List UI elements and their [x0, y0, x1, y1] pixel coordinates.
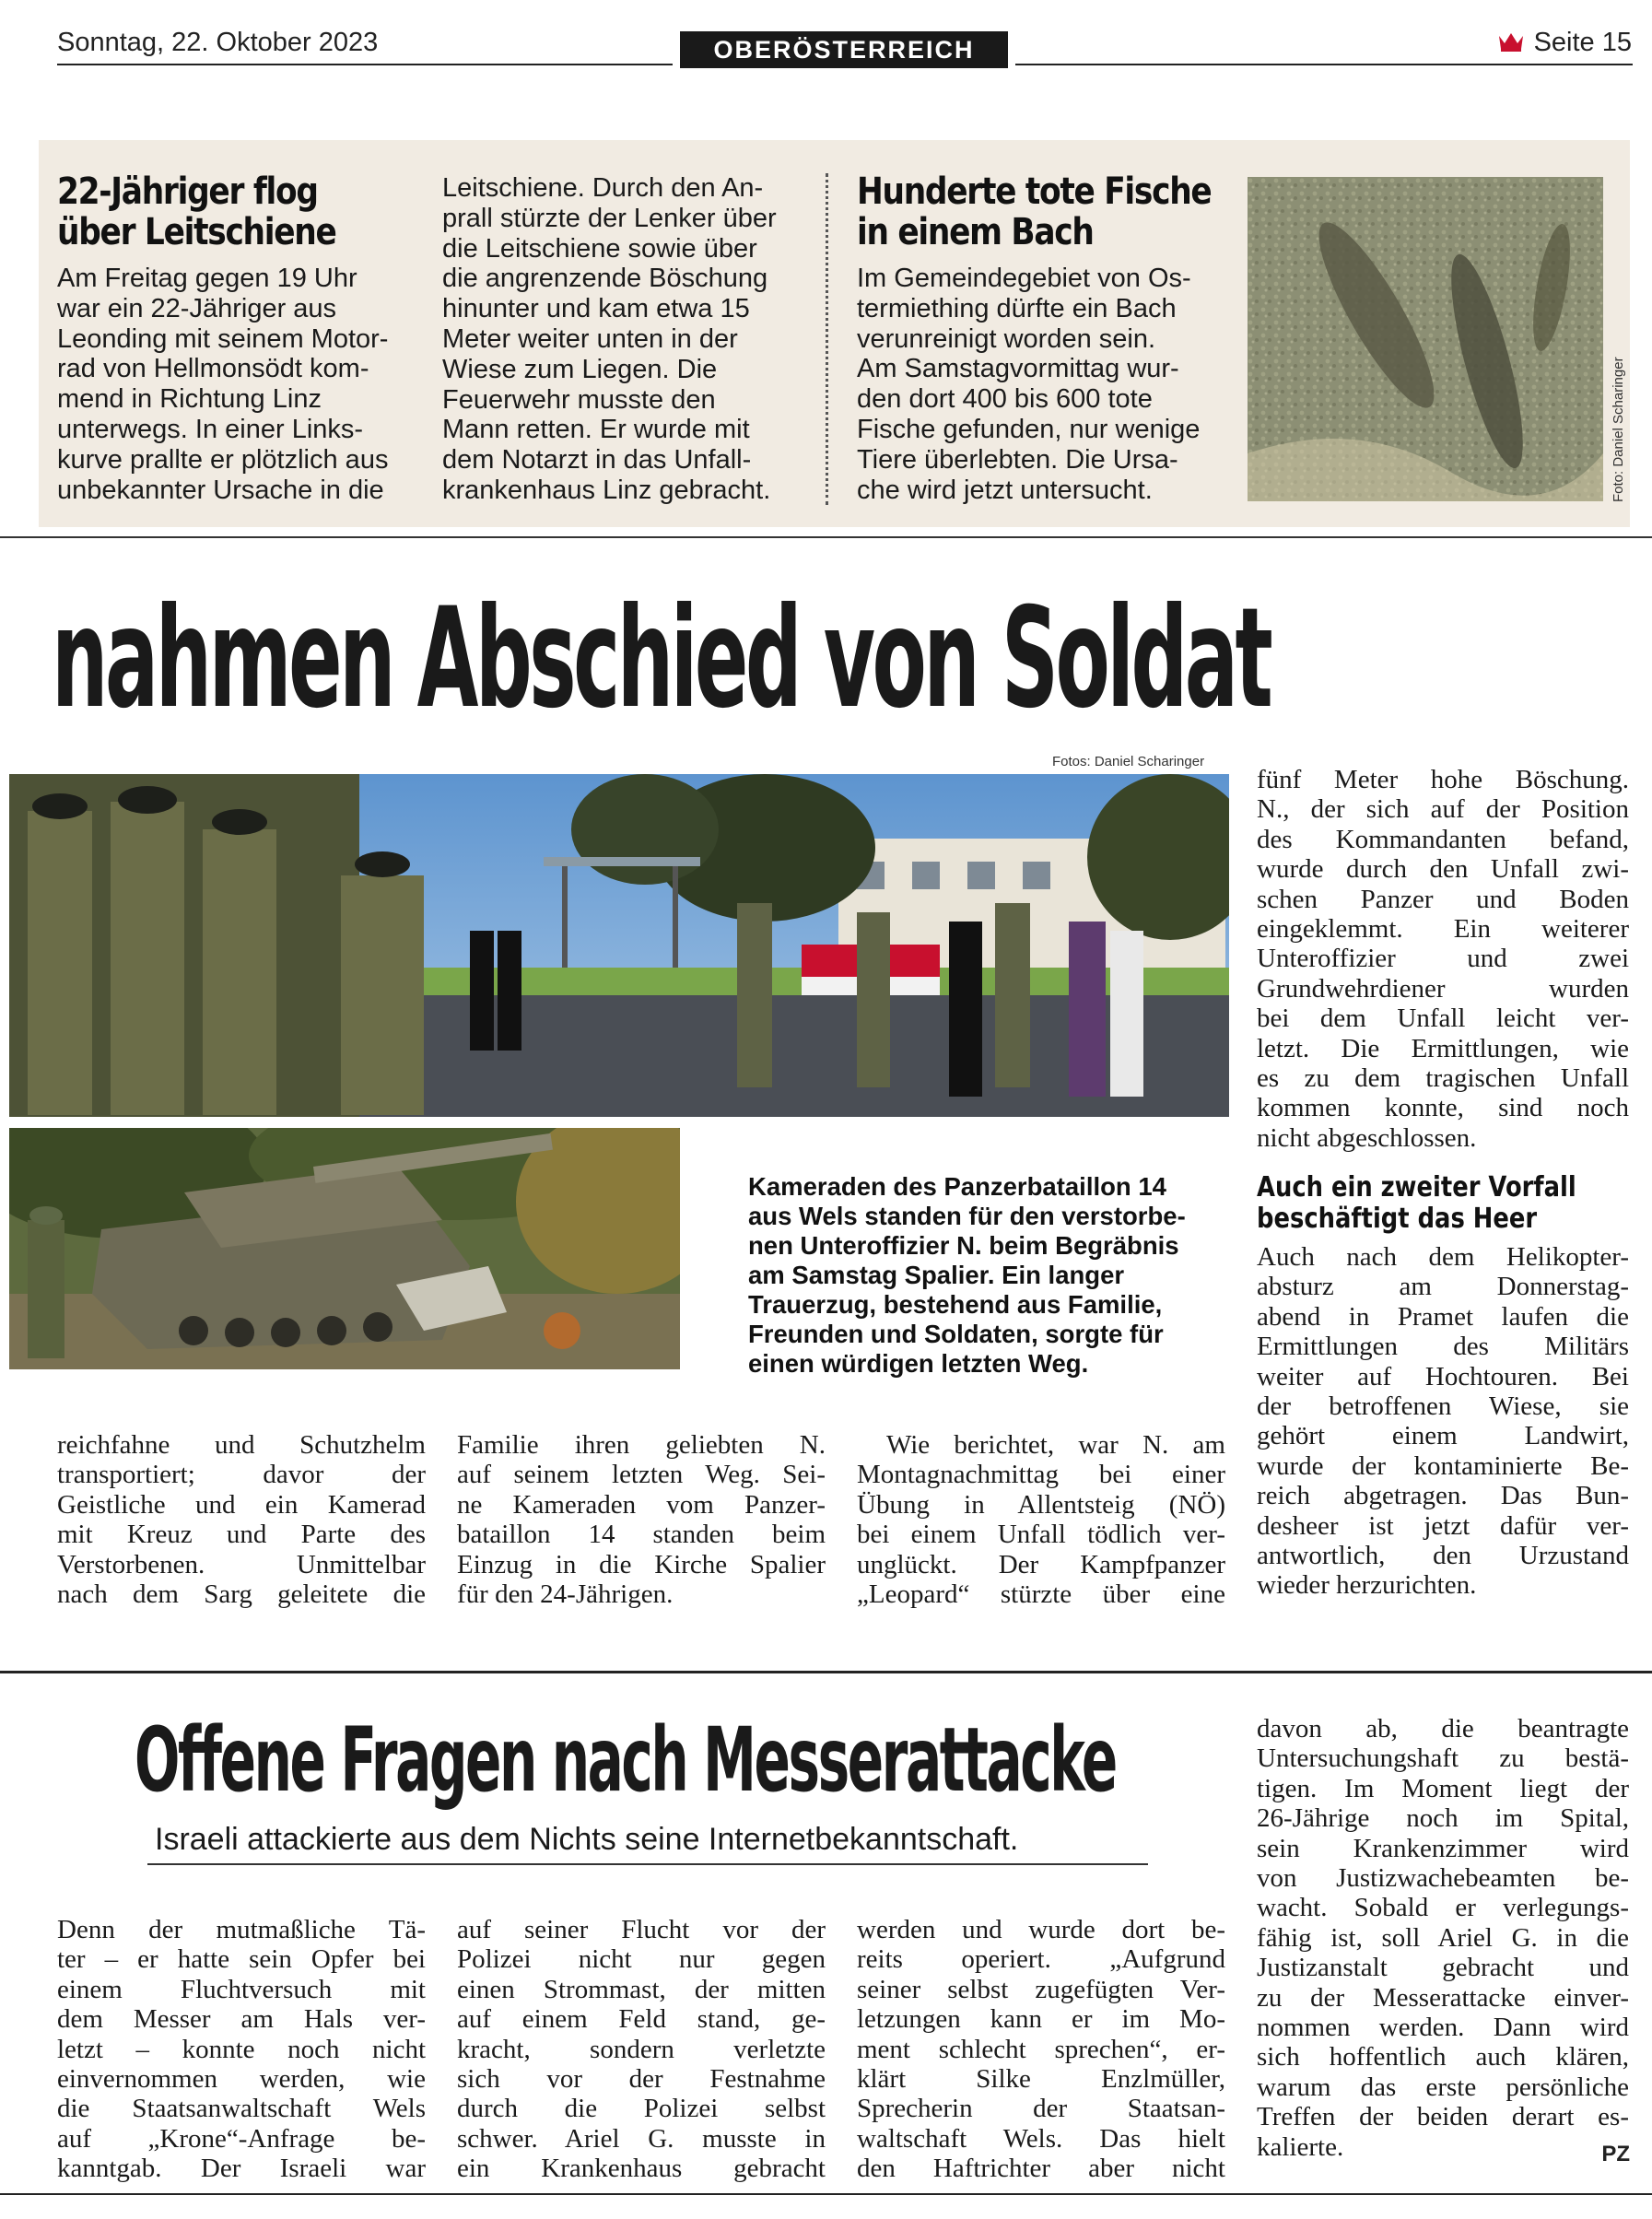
motorbike-text-col1 — [57, 264, 426, 505]
text-line: zu der Messerattacke einver- — [1257, 1982, 1629, 2013]
text-line: gehört einem Landwirt, — [1257, 1421, 1629, 1451]
text-line: Geistliche und ein Kamerad — [57, 1489, 426, 1520]
text-line: eingeklemmt. Ein weiterer — [1257, 914, 1629, 945]
text-line: letzungen kann er im Mo- — [857, 2004, 1225, 2035]
text-line: den Haftrichter aber nicht — [857, 2154, 1225, 2184]
soldier-text-col4a — [1257, 765, 1629, 1153]
text-line: unterwegs. In einer Links- — [57, 414, 364, 444]
text-line: kommen konnte, sind noch — [1257, 1093, 1629, 1123]
text-line: auf „Krone“-Anfrage be- — [57, 2123, 426, 2154]
fish-text — [857, 264, 1235, 505]
text-line: reich abgetragen. Das Bun- — [1257, 1481, 1629, 1511]
motorbike-headline-line1: 22-Jähriger flog — [57, 170, 318, 213]
text-line: Verstorbenen. Unmittelbar — [57, 1549, 426, 1579]
fish-in-water-photo — [1248, 177, 1603, 501]
funeral-procession-photo — [9, 774, 1229, 1117]
fish-photo-credit: Foto: Daniel Scharinger — [1611, 357, 1626, 502]
crashed-tank-photo — [9, 1128, 680, 1369]
text-line: Denn der mutmaßliche Tä- — [57, 1915, 426, 1944]
photos-credit: Fotos: Daniel Scharinger — [1052, 754, 1205, 769]
text-line: 26-Jährige noch im Spital, — [1257, 1803, 1629, 1834]
text-line: sich hoffentlich auch klären, — [1257, 2042, 1629, 2072]
text-line: der betroffenen Wiese, sie — [1257, 1391, 1629, 1422]
crown-icon — [1497, 30, 1525, 53]
text-line: Leitschiene. Durch den An- — [442, 173, 764, 203]
fish-headline-line2: in einem Bach — [857, 211, 1094, 253]
caption-line: Freunden und Soldaten, sorgte für — [748, 1320, 1164, 1348]
motorbike-headline-line2: über Leitschiene — [57, 211, 336, 253]
text-line: kracht, sondern verletzte — [457, 2034, 826, 2064]
text-line: reits operiert. „Aufgrund — [857, 1944, 1225, 1975]
section-label: OBERÖSTERREICH — [680, 31, 1008, 68]
soldier-text-col2 — [457, 1430, 826, 1609]
knife-headline: Offene Fragen nach Messerattacke — [135, 1708, 1116, 1812]
text-line: auf einem Feld stand, ge- — [457, 2004, 826, 2035]
header-rule-left — [57, 64, 673, 65]
text-line: nicht abgeschlossen. — [1257, 1122, 1477, 1153]
text-line: ter – er hatte sein Opfer bei — [57, 1944, 426, 1975]
text-line: wurde der kontaminierte Be- — [1257, 1450, 1629, 1481]
caption-line: aus Wels standen für den verstorbe- — [748, 1202, 1186, 1230]
text-line: es zu dem tragischen Unfall — [1257, 1063, 1629, 1094]
text-line: kanntgab. Der Israeli war — [57, 2154, 426, 2184]
text-line: werden und wurde dort be- — [857, 1915, 1225, 1944]
text-line: klärt Silke Enzlmüller, — [857, 2064, 1225, 2095]
text-line: sein Krankenzimmer wird — [1257, 1833, 1629, 1863]
text-line: Leonding mit seinem Motor- — [57, 323, 389, 354]
main-headline: nahmen Abschied von Soldat — [52, 579, 1271, 739]
text-line: kurve prallte er plötzlich aus — [57, 444, 389, 475]
text-line: letzt – konnte noch nicht — [57, 2034, 426, 2064]
text-line: che wird jetzt untersucht. — [857, 475, 1153, 505]
text-line: Auch nach dem Helikopter- — [1257, 1242, 1629, 1272]
text-line: reichfahne und Schutzhelm — [57, 1430, 426, 1460]
text-line: tigen. Im Moment liegt der — [1257, 1773, 1629, 1803]
text-line: auf seiner Flucht vor der — [457, 1915, 826, 1944]
text-line: Untersuchungshaft zu bestä- — [1257, 1744, 1629, 1774]
text-line: hinunter und kam etwa 15 — [442, 294, 750, 324]
text-line: einen Strommast, der mitten — [457, 1974, 826, 2004]
page-bottom-rule — [0, 2193, 1652, 2195]
text-line: antwortlich, den Urzustand — [1257, 1541, 1629, 1571]
text-line: mit Kreuz und Parte des — [57, 1520, 426, 1550]
page-number — [1497, 28, 1632, 58]
photo-caption — [748, 1172, 1227, 1379]
text-line: den dort 400 bis 600 tote — [857, 384, 1153, 415]
knife-text-col3 — [857, 1915, 1225, 2184]
page-number-label: Seite 15 — [1533, 28, 1632, 57]
text-line: termiething dürfte ein Bach — [857, 293, 1177, 323]
text-line: ne Kameraden vom Panzer- — [457, 1489, 826, 1520]
soldier-text-col1 — [57, 1430, 426, 1609]
text-line: fünf Meter hohe Böschung. — [1257, 765, 1629, 794]
text-line: unbekannter Ursache in die — [57, 475, 384, 505]
text-line: Fische gefunden, nur wenige — [857, 414, 1201, 444]
text-line: desheer ist jetzt dafür ver- — [1257, 1510, 1629, 1541]
text-line: Unteroffizier und zwei — [1257, 944, 1629, 974]
text-line: „Leopard“ stürzte über eine — [857, 1579, 1225, 1610]
text-line: abend in Pramet laufen die — [1257, 1301, 1629, 1332]
text-line: Wiese zum Liegen. Die — [442, 354, 718, 384]
text-line: Wie berichtet, war N. am — [886, 1430, 1225, 1460]
soldier-text-col3 — [857, 1430, 1225, 1609]
text-line: dem Messer am Hals ver- — [57, 2004, 426, 2035]
text-line: einvernommen werden, wie — [57, 2064, 426, 2095]
issue-date: Sonntag, 22. Oktober 2023 — [57, 28, 379, 57]
text-line: prall stürzte der Lenker über — [442, 203, 777, 233]
motorbike-text-col2 — [442, 173, 811, 506]
text-line: Tiere überlebten. Die Ursa- — [857, 444, 1178, 475]
caption-line: einen würdigen letzten Weg. — [748, 1349, 1089, 1378]
subhead-line1: Auch ein zweiter Vorfall — [1257, 1171, 1576, 1203]
soldier-text-col4b — [1257, 1242, 1629, 1601]
text-line: letzt. Die Ermittlungen, wie — [1257, 1033, 1629, 1063]
text-line: Im Gemeindegebiet von Os- — [857, 264, 1191, 293]
section-rule — [0, 536, 1652, 538]
column-divider — [826, 173, 828, 505]
text-line: dem Notarzt in das Unfall- — [442, 445, 752, 476]
text-line: mend in Richtung Linz — [57, 384, 322, 415]
text-line: unglückt. Der Kampfpanzer — [857, 1549, 1225, 1579]
text-line: Familie ihren geliebten N. — [457, 1430, 826, 1460]
text-line: einem Fluchtversuch mit — [57, 1974, 426, 2004]
knife-text-col1 — [57, 1915, 426, 2184]
text-line: kalierte. — [1257, 2131, 1344, 2162]
caption-line: am Samstag Spalier. Ein langer — [748, 1261, 1125, 1289]
text-line: warum das erste persönliche — [1257, 2072, 1629, 2102]
text-line: fähig ist, soll Ariel G. in die — [1257, 1922, 1629, 1953]
text-line: wieder herzurichten. — [1257, 1570, 1477, 1601]
text-line: die Leitschiene sowie über — [442, 233, 757, 264]
text-line: des Kommandanten befand, — [1257, 824, 1629, 854]
text-line: schen Panzer und Boden — [1257, 884, 1629, 914]
text-line: waltschaft Wels. Das hielt — [857, 2123, 1225, 2154]
caption-line: Kameraden des Panzerbataillon 14 — [748, 1172, 1166, 1201]
subhead-line2: beschäftigt das Heer — [1257, 1203, 1538, 1235]
text-line: Sprecherin der Staatsan- — [857, 2094, 1225, 2124]
knife-subheadline: Israeli attackierte aus dem Nichts seine Internetbekanntschaft. — [155, 1822, 1019, 1857]
caption-line: nen Unteroffizier N. beim Begräbnis — [748, 1231, 1179, 1260]
text-line: bei einem Unfall tödlich ver- — [857, 1520, 1225, 1550]
text-line: Mann retten. Er wurde mit — [442, 415, 750, 445]
header-rule-right — [1015, 64, 1633, 65]
text-line: wacht. Sobald er verlegungs- — [1257, 1893, 1629, 1923]
text-line: Polizei nicht nur gegen — [457, 1944, 826, 1975]
knife-text-col2 — [457, 1915, 826, 2184]
text-line: N., der sich auf der Position — [1257, 794, 1629, 825]
text-line: Übung in Allentsteig (NÖ) — [857, 1489, 1225, 1520]
text-line: seiner selbst zugefügten Ver- — [857, 1974, 1225, 2004]
text-line: die Staatsanwaltschaft Wels — [57, 2094, 426, 2124]
text-line: nach dem Sarg geleitete die — [57, 1579, 426, 1610]
text-line: rad von Hellmonsödt kom- — [57, 354, 369, 384]
text-line: krankenhaus Linz gebracht. — [442, 475, 771, 505]
text-line: absturz am Donnerstag- — [1257, 1272, 1629, 1302]
text-line: transportiert; davor der — [57, 1460, 426, 1490]
text-line: auf seinem letzten Weg. Sei- — [457, 1460, 826, 1490]
text-line: verunreinigt worden sein. — [857, 323, 1156, 354]
text-line: bataillon 14 standen beim — [457, 1520, 826, 1550]
text-line: Meter weiter unten in der — [442, 323, 738, 354]
knife-text-col4 — [1257, 1714, 1629, 2162]
fish-headline-line1: Hunderte tote Fische — [857, 170, 1212, 213]
subheadline-rule — [147, 1863, 1148, 1865]
text-line: war ein 22-Jähriger aus — [57, 293, 337, 323]
caption-line: Trauerzug, bestehend aus Familie, — [748, 1290, 1163, 1319]
section-rule — [0, 1671, 1652, 1673]
text-line: ein Krankenhaus gebracht — [457, 2154, 826, 2184]
text-line: schwer. Ariel G. musste in — [457, 2123, 826, 2154]
text-line: durch die Polizei selbst — [457, 2094, 826, 2124]
text-line: bei dem Unfall leicht ver- — [1257, 1004, 1629, 1034]
text-line: ment schlecht sprechen“, er- — [857, 2034, 1225, 2064]
text-line: weiter auf Hochtouren. Bei — [1257, 1361, 1629, 1391]
text-line: Grundwehrdiener wurden — [1257, 973, 1629, 1004]
text-line: Treffen der beiden derart es- — [1257, 2102, 1629, 2132]
author-initials: PZ — [1601, 2142, 1630, 2166]
text-line: nommen werden. Dann wird — [1257, 2013, 1629, 2043]
text-line: Am Freitag gegen 19 Uhr — [57, 264, 357, 293]
text-line: für den 24-Jährigen. — [457, 1579, 674, 1610]
text-line: Montagnachmittag bei einer — [857, 1460, 1225, 1490]
text-line: Justizanstalt gebracht und — [1257, 1953, 1629, 1983]
text-line: Feuerwehr musste den — [442, 384, 716, 415]
text-line: sich vor der Festnahme — [457, 2064, 826, 2095]
text-line: Am Samstagvormittag wur- — [857, 354, 1179, 384]
text-line: wurde durch den Unfall zwi- — [1257, 854, 1629, 885]
text-line: Ermittlungen des Militärs — [1257, 1332, 1629, 1362]
text-line: Einzug in die Kirche Spalier — [457, 1549, 826, 1579]
text-line: davon ab, die beantragte — [1257, 1714, 1629, 1744]
text-line: die angrenzende Böschung — [442, 264, 768, 294]
text-line: von Justizwachebeamten be- — [1257, 1863, 1629, 1894]
